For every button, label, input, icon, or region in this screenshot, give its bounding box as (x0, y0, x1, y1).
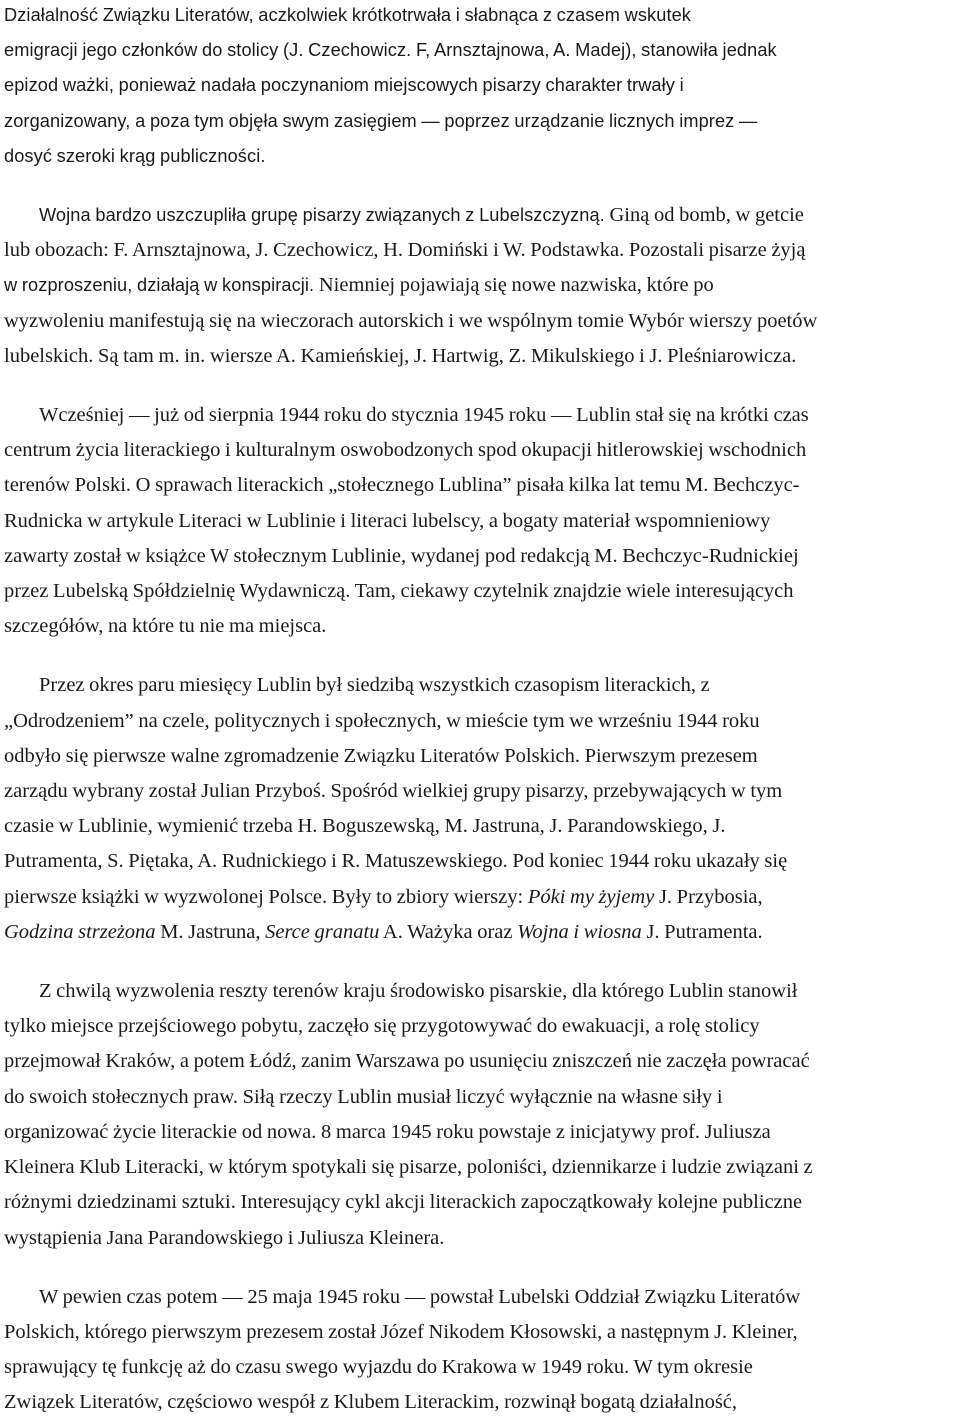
book-title: Serce granatu (265, 920, 380, 943)
text-line (4, 774, 954, 809)
text-line: sprawujący tę funkcję aż do czasu swego wyjazdu do Krakowa w 1949 roku. W tym okresie (4, 1356, 753, 1379)
text-segment: Wojna bardzo uszczupliła grupę pisarzy związanych z Lubelszczyzną. (39, 205, 605, 226)
text-line: tylko miejsce przejściowego pobytu, zaczęło się przygotowywać do ewakuacji, a rolę stolicy (4, 1015, 760, 1038)
text-segment: J. Przybosia, (654, 885, 763, 908)
text-line: Działalność Związku Literatów, aczkolwiek krótkotrwała i słabnąca z czasem wskutek (4, 5, 691, 25)
paragraph-6 (4, 1280, 954, 1421)
text-segment: Przez okres paru miesięcy Lublin był siedzibą wszystkich czasopism literackich, z (39, 674, 710, 697)
text-line: emigracji jego członków do stolicy (J. Czechowicz. F, Arnsztajnowa, A. Madej), stanowiła jednak (4, 40, 777, 61)
text-segment: J. Putramenta. (641, 920, 763, 943)
text-segment: lubelskich. Są tam m. in. wiersze A. Kamieńskiej, J. Hartwig, Z. Mikulskiego i J. Pleśniarowicza. (4, 344, 797, 367)
text-line: przez Lubelską Spółdzielnię Wydawniczą. Tam, ciekawy czytelnik znajdzie wiele interesujących (4, 580, 794, 603)
text-segment: pierwsze książki w wyzwolonej Polsce. Były to zbiory wierszy: (4, 885, 528, 908)
document-page (4, 0, 954, 1421)
text-segment: A. Ważyka oraz (379, 920, 518, 943)
text-line (4, 339, 954, 374)
text-line (4, 668, 954, 703)
text-line: Wcześniej — już od sierpnia 1944 roku do stycznia 1945 roku — Lublin stał się na krótki czas (39, 404, 809, 427)
text-line: W pewien czas potem — 25 maja 1945 roku — powstał Lubelski Oddział Związku Literatów (39, 1285, 801, 1308)
book-title: Godzina strzeżona (4, 920, 156, 943)
paragraph-1 (4, 0, 954, 174)
text-line (4, 915, 954, 950)
text-line (4, 704, 954, 739)
text-line: szczegółów, na które tu nie ma miejsca. (4, 615, 327, 638)
text-segment: wyzwoleniu manifestują się na wieczorach autorskich i we wspólnym tomie Wybór wierszy poetów (4, 309, 818, 332)
paragraph-3 (4, 398, 954, 644)
text-line (4, 809, 954, 844)
text-line: Rudnicka w artykule Literaci w Lublinie i literaci lubelscy, a bogaty materiał wspomnieniowy (4, 509, 771, 532)
text-segment: Giną od bomb, w getcie (604, 204, 804, 227)
paragraph-2 (4, 198, 954, 374)
text-line (4, 844, 954, 879)
paragraph-4 (4, 668, 954, 950)
text-line: zawarty został w książce W stołecznym Lublinie, wydanej pod redakcją M. Bechczyc-Rudnickiej (4, 544, 799, 567)
text-line (4, 739, 954, 774)
text-line: przejmował Kraków, a potem Łódź, zanim Warszawa po usunięciu zniszczeń nie zaczęła powracać (4, 1050, 810, 1073)
paragraph-5 (4, 974, 954, 1256)
text-segment: czasie w Lublinie, wymienić trzeba H. Boguszewską, M. Jastruna, J. Parandowskiego, J. (4, 815, 726, 838)
text-line: Kleinera Klub Literacki, w którym spotykali się pisarze, poloniści, dziennikarze i ludzie związani z (4, 1156, 813, 1179)
text-line (4, 268, 954, 303)
text-line (4, 880, 954, 915)
book-title: Póki my żyjemy (527, 885, 655, 908)
text-line: do swoich stołecznych praw. Siłą rzeczy Lublin musiał liczyć wyłącznie na własne siły i (4, 1085, 723, 1108)
text-segment: Pozostali pisarze żyją (624, 239, 806, 262)
text-segment: odbyło się pierwsze walne zgromadzenie Związku Literatów Polskich. Pierwszym prezesem (4, 744, 758, 767)
text-segment: M. Jastruna, (155, 920, 266, 943)
text-line (4, 198, 954, 233)
text-segment: lub obozach: F. Arnsztajnowa, J. Czechowicz, H. Domiński i W. Podstawka. (4, 239, 625, 262)
text-line: wystąpienia Jana Parandowskiego i Juliusza Kleinera. (4, 1226, 445, 1249)
text-line: Związek Literatów, częściowo wespół z Klubem Literackim, rozwinął bogatą działalność, (4, 1391, 738, 1414)
text-line: dosyć szeroki krąg publiczności. (4, 145, 266, 166)
text-segment: Niemniej pojawiają się nowe nazwiska, które po (314, 274, 714, 297)
text-line: różnymi dziedzinami sztuki. Interesujący cykl akcji literackich zapoczątkowały kolejne publiczne (4, 1191, 803, 1214)
text-segment: Putramenta, S. Piętaka, A. Rudnickiego i R. Matuszewskiego. Pod koniec 1944 roku ukazały się (4, 850, 788, 873)
text-line: terenów Polski. O sprawach literackich „stołecznego Lublina” pisała kilka lat temu M. Bechczyc- (4, 474, 800, 497)
text-line (4, 304, 954, 339)
text-line: zorganizowany, a poza tym objęła swym zasięgiem — poprzez urządzanie licznych imprez — (4, 110, 758, 131)
text-line: centrum życia literackiego i kulturalnym oswobodzonych spod okupacji hitlerowskiej wschodnich (4, 439, 807, 462)
text-segment: zarządu wybrany został Julian Przyboś. Spośród wielkiej grupy pisarzy, przebywających w tym (4, 780, 783, 803)
text-line: Z chwilą wyzwolenia reszty terenów kraju środowisko pisarskie, dla którego Lublin stanowił (39, 980, 798, 1003)
text-segment: „Odrodzeniem” na czele, politycznych i społecznych, w mieście tym we wrześniu 1944 roku (4, 709, 760, 732)
text-line (4, 233, 954, 268)
text-segment: w rozproszeniu, działają w konspiracji. (4, 275, 315, 296)
text-line: Polskich, którego pierwszym prezesem został Józef Nikodem Kłosowski, a następnym J. Kleiner, (4, 1320, 798, 1343)
text-line: organizować życie literackie od nowa. 8 marca 1945 roku powstaje z inicjatywy prof. Juliusza (4, 1120, 771, 1143)
book-title: Wojna i wiosna (517, 920, 642, 943)
text-line: epizod ważki, ponieważ nadała poczynaniom miejscowych pisarzy charakter trwały i (4, 75, 684, 96)
